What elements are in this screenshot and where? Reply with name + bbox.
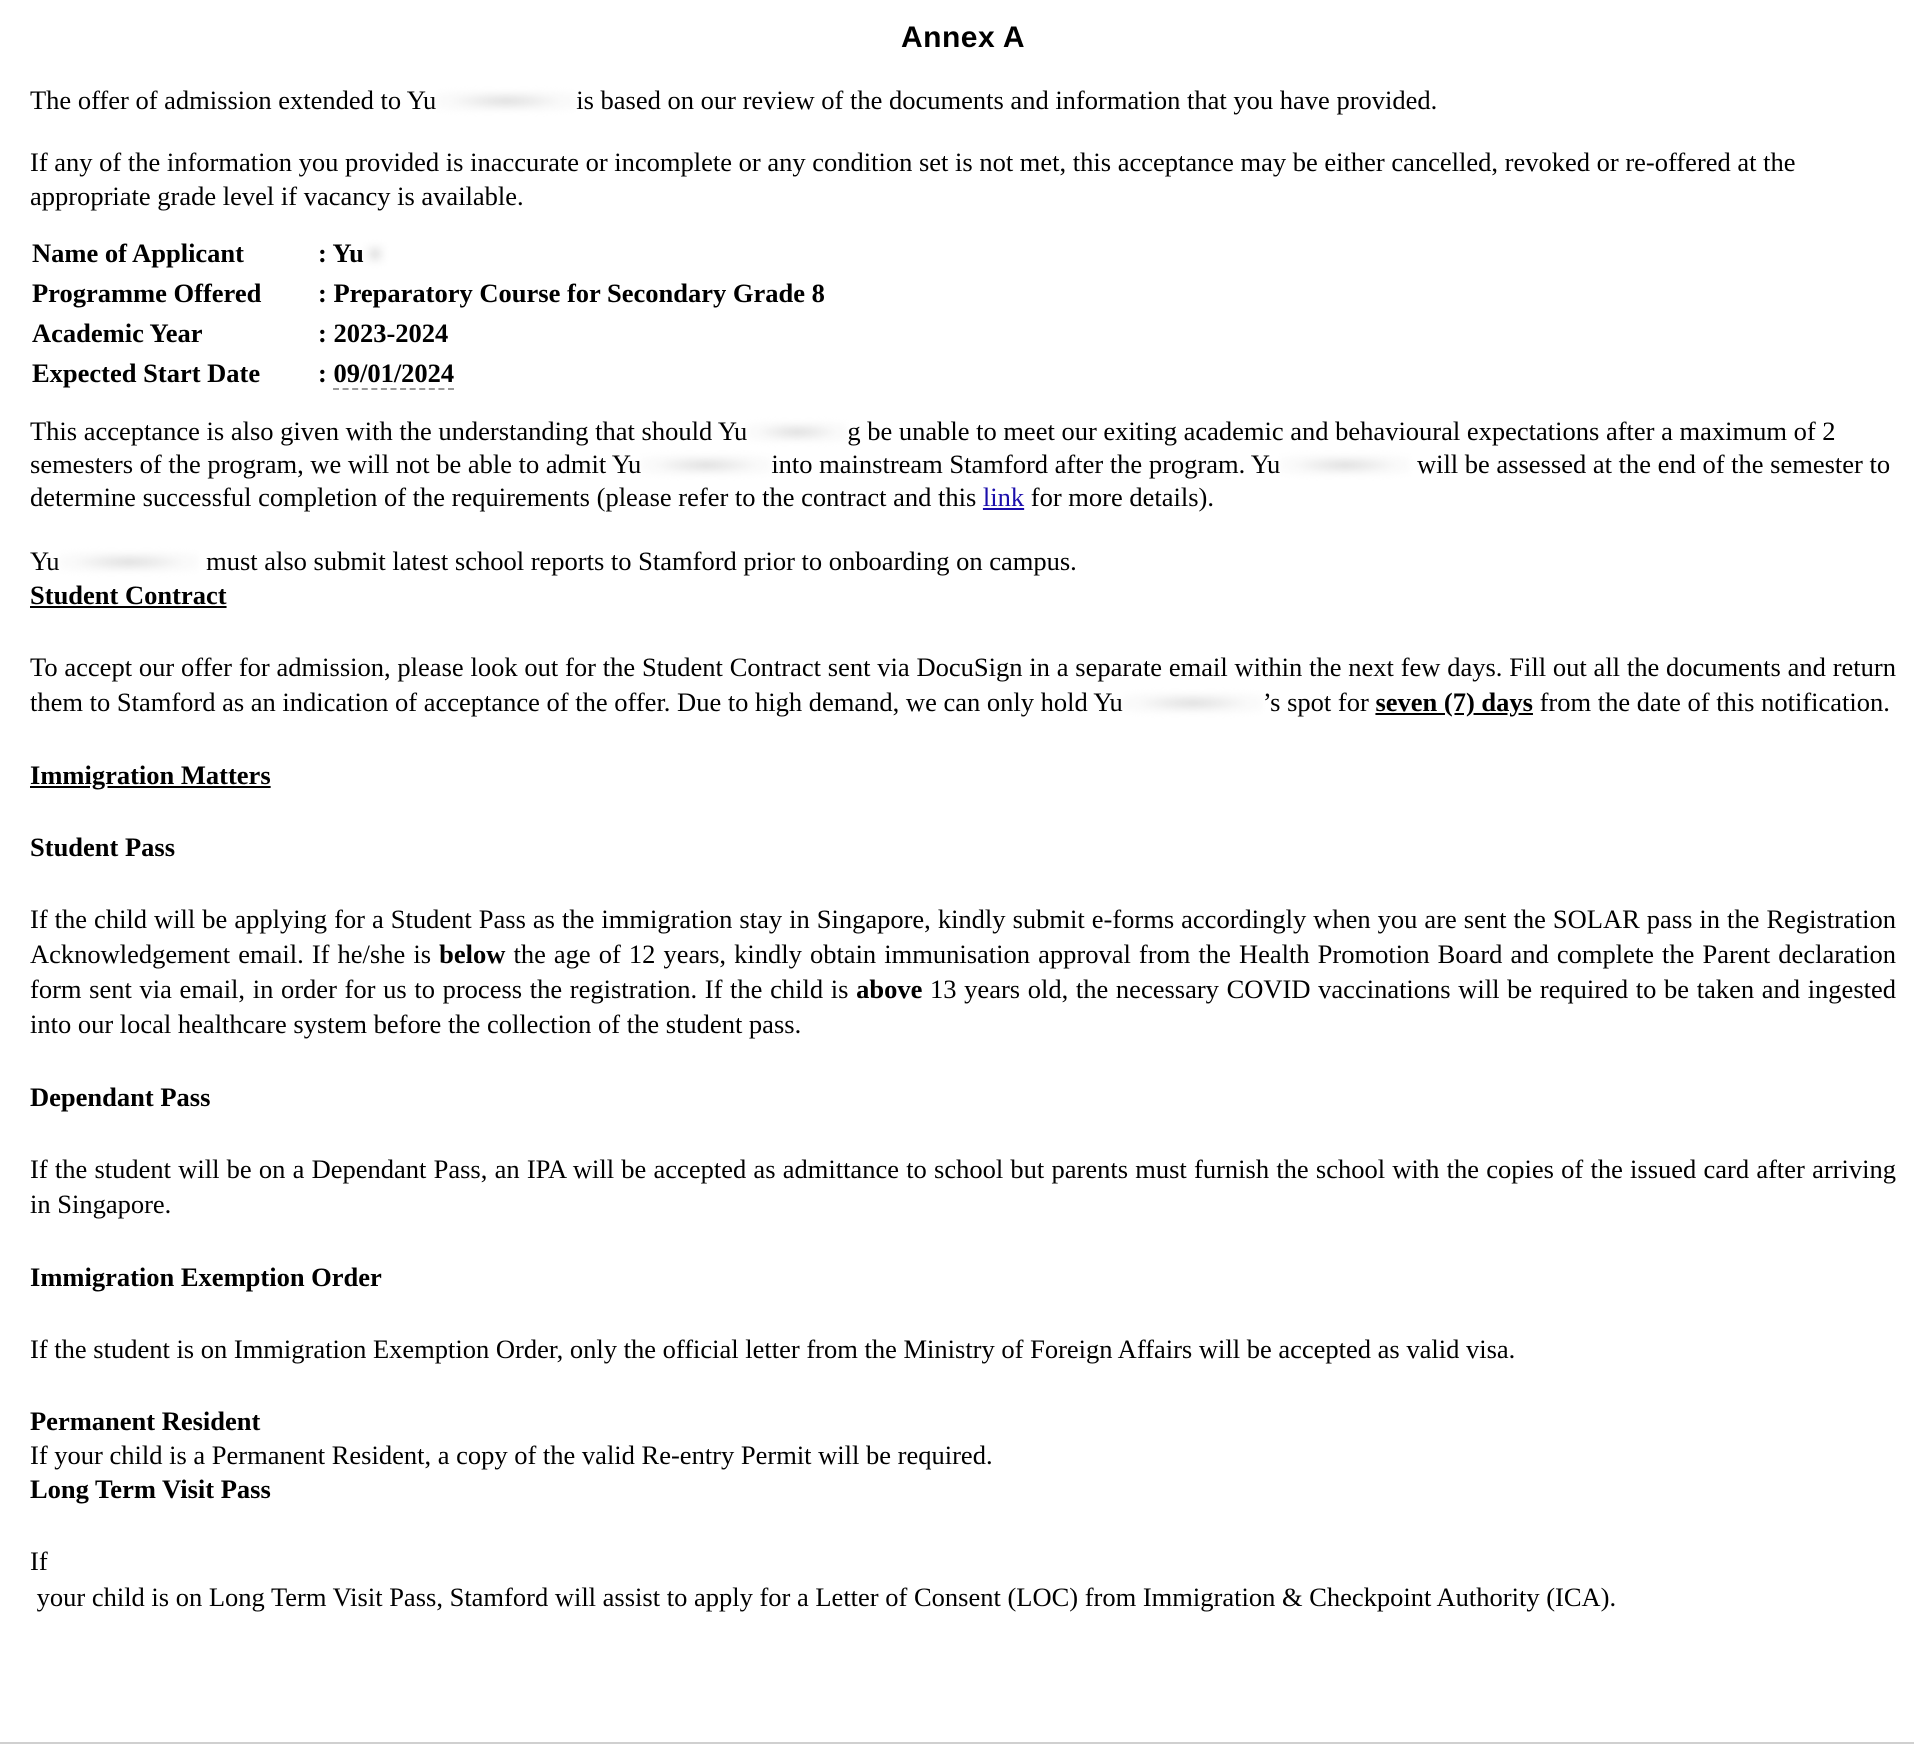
redacted-name bbox=[436, 90, 576, 112]
applicant-row-programme bbox=[32, 273, 825, 313]
permanent-resident-heading: Permanent Resident bbox=[30, 1406, 261, 1436]
redacted-name bbox=[641, 454, 771, 476]
above-emphasis: above bbox=[856, 974, 923, 1004]
reports-paragraph: Yu must also submit latest school reports to Stamford prior to onboarding on campus. bbox=[30, 546, 1077, 576]
applicant-row-name bbox=[32, 233, 825, 273]
document-title: Annex A bbox=[900, 21, 1026, 54]
ltvp-line-2: your child is on Long Term Visit Pass, Stamford will assist to apply for a Letter of Consent (LOC) from Immigration & Checkpoint Authority (ICA). bbox=[30, 1582, 1617, 1612]
student-pass-paragraph: If the child will be applying for a Student Pass as the immigration stay in Singapore, kindly submit e-forms accordingly when you are sent the SOLAR pass in the Registration Acknowledgement email. If he/she is below the age of 12 years, kindly obtain immunisation approval from the Health Promotion Board and complete the Parent declaration form sent via email, in order for us to process the registration. If the child is above 13 years old, the necessary COVID vaccinations will be required to be taken and ingested into our local healthcare system before the collection of the student pass. bbox=[30, 904, 1897, 1039]
acceptance-paragraph: This acceptance is also given with the understanding that should Yu g be unable to meet our exiting academic and behavioural expectations after a maximum of 2 semesters of the program, we will not be able to admit Yu into mainstream Stamford after the program. Yu will be assessed at the end of the semester to determine successful completion of the requirements (please refer to the contract and this link for more details). bbox=[30, 416, 1891, 512]
details-link[interactable]: link bbox=[982, 482, 1025, 512]
applicant-value: : Yu bbox=[318, 233, 825, 273]
below-emphasis: below bbox=[439, 939, 506, 969]
redacted-name bbox=[59, 551, 199, 573]
student-pass-heading: Student Pass bbox=[30, 832, 176, 862]
applicant-label: Programme Offered bbox=[32, 278, 262, 308]
intro-paragraph-2: If any of the information you provided is inaccurate or incomplete or any condition set is not met, this acceptance may be either cancelled, revoked or re-offered at the appropriate grade level if vacancy is available. bbox=[30, 147, 1796, 211]
applicant-row-year bbox=[32, 313, 825, 353]
dependant-pass-paragraph: If the student will be on a Dependant Pass, an IPA will be accepted as admittance to school but parents must furnish the school with the copies of the issued card after arriving in Singapore. bbox=[30, 1154, 1896, 1219]
hold-duration: seven (7) days bbox=[1375, 687, 1533, 717]
page-bottom-divider bbox=[0, 1742, 1914, 1744]
redacted-name bbox=[1123, 692, 1263, 714]
redacted-name bbox=[747, 421, 847, 443]
student-contract-heading: Student Contract bbox=[30, 580, 227, 610]
applicant-label: Expected Start Date bbox=[32, 358, 261, 388]
ltvp-line-1: If bbox=[30, 1546, 48, 1576]
applicant-label: Academic Year bbox=[32, 318, 203, 348]
applicant-details-table bbox=[32, 233, 825, 393]
applicant-value: : 09/01/2024 bbox=[318, 358, 455, 388]
exemption-heading: Immigration Exemption Order bbox=[30, 1262, 382, 1292]
applicant-value: : Preparatory Course for Secondary Grade 8 bbox=[318, 278, 825, 308]
redacted-name bbox=[364, 243, 386, 265]
intro-text-end: is based on our review of the documents and information that you have provided. bbox=[576, 85, 1438, 115]
permanent-resident-paragraph: If your child is a Permanent Resident, a copy of the valid Re-entry Permit will be required. bbox=[30, 1440, 993, 1470]
applicant-row-start-date bbox=[32, 353, 825, 393]
start-date-value: 09/01/2024 bbox=[333, 358, 455, 388]
dependant-pass-heading: Dependant Pass bbox=[30, 1082, 211, 1112]
redacted-name bbox=[1280, 454, 1410, 476]
intro-paragraph-1 bbox=[30, 83, 1896, 117]
applicant-value: : 2023-2024 bbox=[318, 318, 449, 348]
intro-text-start: The offer of admission extended to Yu bbox=[30, 85, 437, 115]
ltvp-heading: Long Term Visit Pass bbox=[30, 1474, 271, 1504]
applicant-label: Name of Applicant bbox=[32, 238, 244, 268]
exemption-paragraph: If the student is on Immigration Exemption Order, only the official letter from the Ministry of Foreign Affairs will be accepted as valid visa. bbox=[30, 1334, 1516, 1364]
student-contract-paragraph: To accept our offer for admission, please look out for the Student Contract sent via DocuSign in a separate email within the next few days. Fill out all the documents and return them to Stamford as an indication of acceptance of the offer. Due to high demand, we can only hold Yu ’s spot for seven (7) days from the date of this notification. bbox=[30, 652, 1896, 717]
document-page bbox=[30, 0, 1896, 1614]
immigration-heading: Immigration Matters bbox=[30, 760, 271, 790]
